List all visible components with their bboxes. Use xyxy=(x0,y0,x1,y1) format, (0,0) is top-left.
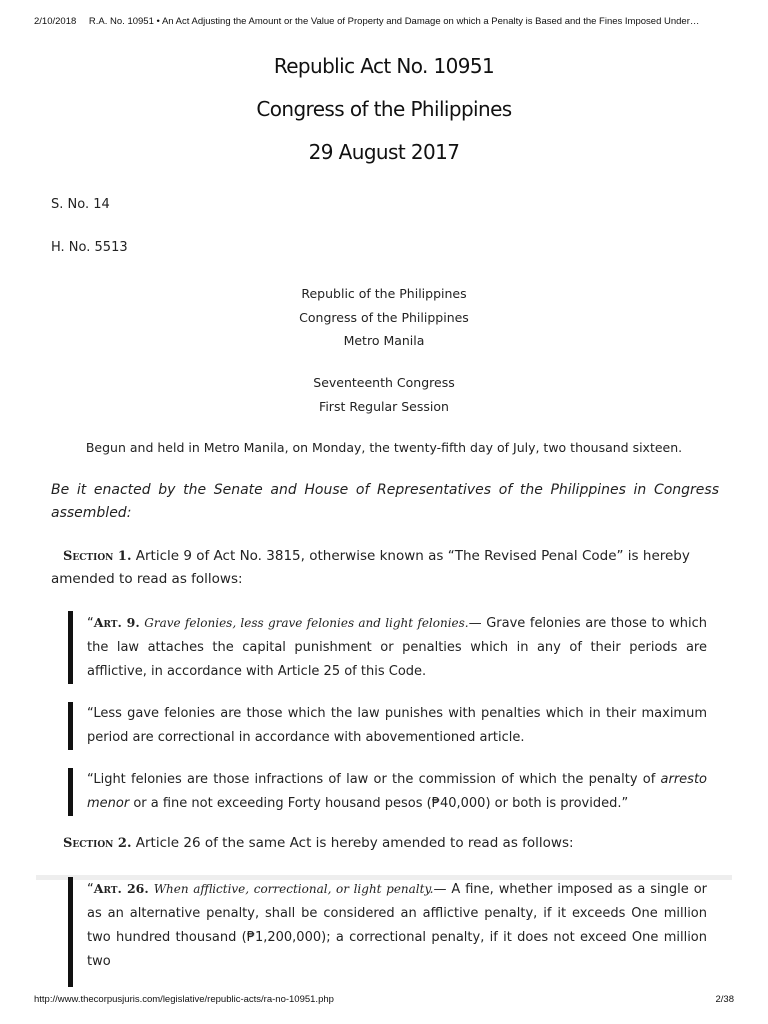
less-grave-felonies-quote xyxy=(68,702,707,750)
article-26-label: Art. 26. xyxy=(93,881,149,896)
section-1-paragraph xyxy=(51,545,719,591)
house-bill-number: H. No. 5513 xyxy=(51,240,128,255)
begun-statement: Begun and held in Metro Manila, on Monday, the twenty-fifth day of July, two thousand sixteen. xyxy=(85,440,683,455)
senate-bill-number: S. No. 14 xyxy=(51,197,110,212)
article-26-open-quote: “ xyxy=(87,882,94,897)
title-congress: Congress of the Philippines xyxy=(256,97,512,121)
page-url: http://www.thecorpusjuris.com/legislative/republic-acts/ra-no-10951.php xyxy=(34,994,334,1005)
light-felonies-quote xyxy=(68,768,707,816)
article-26-title: When afflictive, correctional, or light penalty. xyxy=(153,882,434,896)
print-page-title: R.A. No. 10951 • An Act Adjusting the Amount or the Value of Property and Damage on which a Penalty is Based and the Fines Imposed Under… xyxy=(88,16,700,27)
light-felonies-text-end: or a fine not exceeding Forty housand pesos (₱40,000) or both is provided.” xyxy=(129,796,629,811)
title-act-number: Republic Act No. 10951 xyxy=(273,54,495,78)
section-1-text: Article 9 of Act No. 3815, otherwise known as “The Revised Penal Code” is hereby amended to read as follows: xyxy=(51,548,690,587)
section-2-label: Section 2. xyxy=(63,836,132,851)
document-title xyxy=(0,48,768,177)
section-2-text: Article 26 of the same Act is hereby amended to read as follows: xyxy=(131,835,574,851)
issuer-block xyxy=(0,282,768,353)
enacting-clause: Be it enacted by the Senate and House of Representatives of the Philippines in Congress assembled: xyxy=(51,482,719,521)
light-felonies-italic: arresto menor xyxy=(87,772,707,811)
print-footer xyxy=(34,994,734,1005)
session-regular: First Regular Session xyxy=(319,398,449,414)
issuer-congress: Congress of the Philippines xyxy=(299,309,469,325)
article-26-quote xyxy=(68,877,707,974)
title-date: 29 August 2017 xyxy=(308,140,460,164)
session-block xyxy=(0,371,768,418)
light-felonies-text-start: “Light felonies are those infractions of law or the commission of which the penalty of xyxy=(87,772,661,787)
article-26-text: — A fine, whether imposed as a single or as an alternative penalty, shall be considered an afflictive penalty, if it exceeds One million two hundred thousand (₱1,200,000); a correctional penalty, if it does not exceed One million two xyxy=(87,882,708,969)
quote-border-continuation xyxy=(68,949,73,987)
issuer-location: Metro Manila xyxy=(343,333,425,348)
article-9-text: — Grave felonies are those to which the law attaches the capital punishment or penalties which in any of their periods are afflictive, in accordance with Article 25 of this Code. xyxy=(87,616,707,679)
section-2-paragraph xyxy=(51,832,719,855)
less-grave-felonies-text: “Less gave felonies are those which the law punishes with penalties which in their maximum period are correctional in accordance with abovementioned article. xyxy=(87,706,707,745)
print-header xyxy=(34,16,744,27)
article-9-quote xyxy=(68,611,707,684)
page-number: 2/38 xyxy=(715,994,734,1005)
article-9-open-quote: “ xyxy=(87,616,94,631)
section-1-label: Section 1. xyxy=(63,549,132,564)
session-congress: Seventeenth Congress xyxy=(313,375,455,390)
issuer-republic: Republic of the Philippines xyxy=(301,286,467,301)
article-9-label: Art. 9. xyxy=(93,615,140,630)
article-9-title: Grave felonies, less grave felonies and light felonies. xyxy=(144,616,469,630)
print-date: 2/10/2018 xyxy=(34,16,77,27)
